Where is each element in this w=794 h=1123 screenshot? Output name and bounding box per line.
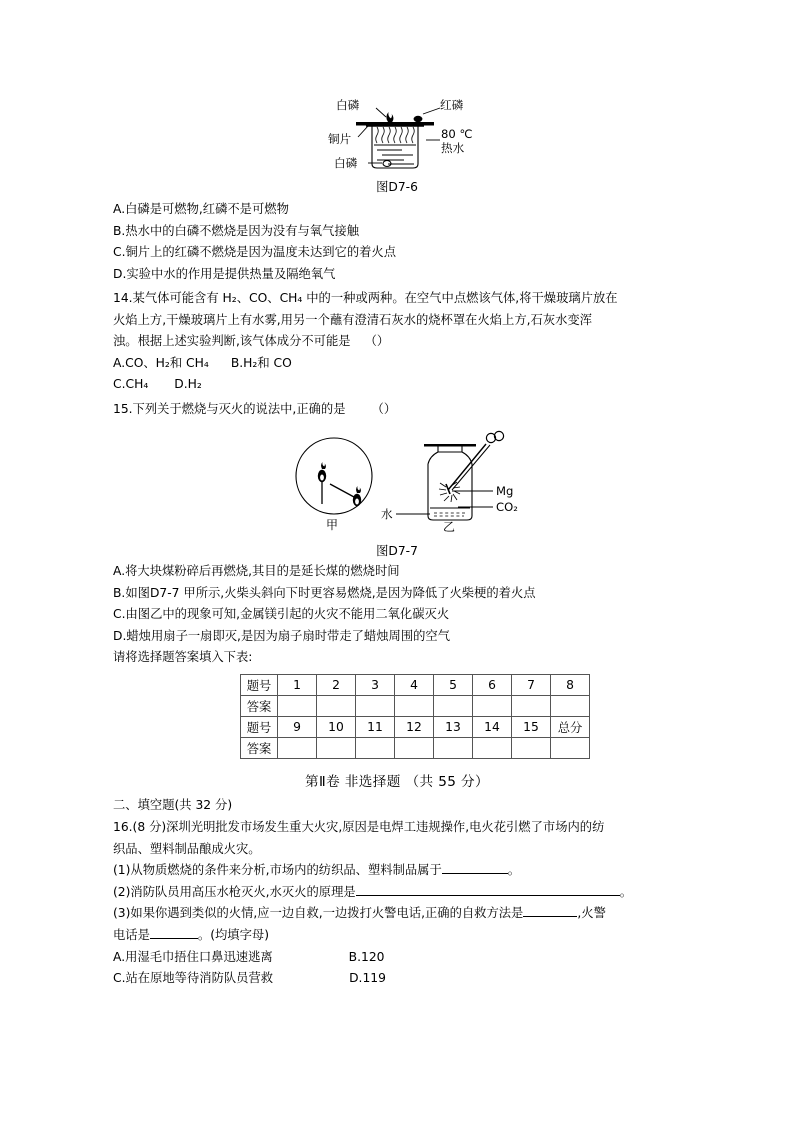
question14-options-row1 — [113, 353, 683, 375]
answer-table-q12: 12 — [395, 717, 434, 738]
answer-table-row-label-3: 题号 — [241, 717, 278, 738]
question16-sub3-line2-pre: 电话是 — [113, 927, 150, 942]
answer-table-q9: 9 — [278, 717, 317, 738]
question15-answer-bracket[interactable]: （） — [371, 402, 397, 416]
figure-d7-6-apparatus — [330, 96, 480, 174]
answer-cell-6[interactable] — [473, 696, 512, 717]
answer-cell-total[interactable] — [551, 738, 590, 759]
question16-sub2-blank[interactable] — [356, 884, 620, 896]
question16-sub1-text: (1)从物质燃烧的条件来分析,市场内的纺织品、塑料制品属于 — [113, 863, 442, 878]
question16 — [113, 817, 683, 990]
answer-table-q10: 10 — [317, 717, 356, 738]
answer-cell-10[interactable] — [317, 738, 356, 759]
question16-sub3-line2 — [113, 925, 683, 947]
question13-option-a: A.白磷是可燃物,红磷不是可燃物 — [113, 202, 289, 216]
answer-table-q8: 8 — [551, 675, 590, 696]
question16-sub2-period: 。 — [619, 884, 632, 899]
answer-cell-1[interactable] — [278, 696, 317, 717]
question15-option-c: C.由图乙中的现象可知,金属镁引起的火灾不能用二氧化碳灭火 — [113, 607, 450, 622]
answer-cell-13[interactable] — [434, 738, 473, 759]
question16-sub3-blank-2[interactable] — [150, 927, 198, 939]
answer-cell-2[interactable] — [317, 696, 356, 717]
answer-table-q5: 5 — [434, 675, 473, 696]
question16-option-c: C.站在原地等待消防队员营救 — [113, 971, 274, 986]
answer-cell-3[interactable] — [356, 696, 395, 717]
question13-options — [113, 199, 683, 285]
question16-sub3-line2-post: 。(均填字母) — [197, 927, 269, 942]
answer-table-q3: 3 — [356, 675, 395, 696]
question14-stem-line1: 14.某气体可能含有 H₂、CO、CH₄ 中的一种或两种。在空气中点燃该气体,将干燥玻璃片放在 — [113, 291, 618, 305]
question15-table-instruction: 请将选择题答案填入下表: — [113, 650, 253, 665]
answer-table-q7: 7 — [512, 675, 551, 696]
question16-stem-line1: 16.(8 分)深圳光明批发市场发生重大火灾,原因是电焊工违规操作,电火花引燃了市场内的纺 — [113, 820, 605, 834]
figure1-label-temperature: 80 ℃ — [441, 127, 473, 141]
answer-table-row-label-4: 答案 — [241, 738, 278, 759]
figure2-label-jia: 甲 — [326, 518, 339, 532]
question14-option-d: D.H₂ — [174, 377, 202, 392]
question13-option-c: C.铜片上的红磷不燃烧是因为温度未达到它的着火点 — [113, 245, 397, 260]
section-2-heading: 第Ⅱ卷 非选择题 （共 55 分） — [304, 774, 489, 790]
question15-stem-row — [113, 399, 683, 421]
question13-option-b: B.热水中的白磷不燃烧是因为没有与氧气接触 — [113, 223, 359, 238]
figure1-caption: 图D7-6 — [376, 180, 418, 194]
answer-cell-12[interactable] — [395, 738, 434, 759]
figure2-caption: 图D7-7 — [376, 544, 418, 558]
answer-table-q2: 2 — [317, 675, 356, 696]
question16-sub2-text: (2)消防队员用高压水枪灭火,水灭火的原理是 — [113, 884, 356, 899]
answer-table[interactable] — [240, 674, 590, 759]
table-row — [241, 675, 590, 696]
answer-table-row-label-1: 题号 — [241, 675, 278, 696]
question14 — [113, 288, 683, 396]
question16-option-d: D.119 — [349, 971, 386, 986]
table-row — [241, 738, 590, 759]
answer-cell-11[interactable] — [356, 738, 395, 759]
question15-option-a: A.将大块煤粉碎后再燃烧,其目的是延长煤的燃烧时间 — [113, 564, 400, 578]
answer-cell-4[interactable] — [395, 696, 434, 717]
section-2-subheading-row — [113, 795, 683, 817]
answer-table-q15: 15 — [512, 717, 551, 738]
answer-cell-7[interactable] — [512, 696, 551, 717]
figure1-label-white-phosphorus-bottom: 白磷 — [334, 156, 358, 170]
question16-stem-line2: 织品、塑料制品酿成火灾。 — [113, 841, 261, 856]
question14-option-b: B.H₂和 CO — [230, 355, 292, 370]
question16-options-row1 — [113, 947, 683, 969]
figure2-label-yi: 乙 — [443, 520, 456, 534]
question16-sub1 — [113, 860, 683, 882]
answer-table-q1: 1 — [278, 675, 317, 696]
answer-table-q14: 14 — [473, 717, 512, 738]
answer-table-q4: 4 — [395, 675, 434, 696]
answer-cell-8[interactable] — [551, 696, 590, 717]
figure-d7-7-apparatus — [280, 428, 525, 538]
question16-sub1-period: 。 — [507, 863, 521, 878]
figure1-label-white-phosphorus-top: 白磷 — [336, 98, 360, 112]
question16-sub1-blank[interactable] — [442, 862, 508, 874]
table-row — [241, 696, 590, 717]
answer-table-q11: 11 — [356, 717, 395, 738]
figure1-label-hot-water: 热水 — [441, 141, 465, 155]
question16-sub3-mid: ,火警 — [577, 906, 606, 921]
answer-table-q6: 6 — [473, 675, 512, 696]
answer-cell-14[interactable] — [473, 738, 512, 759]
answer-cell-5[interactable] — [434, 696, 473, 717]
question14-stem-line3-text: 浊。根据上述实验判断,该气体成分不可能是 — [113, 334, 351, 349]
section-2-subheading: 二、填空题(共 32 分) — [113, 798, 233, 812]
figure1-label-red-phosphorus: 红磷 — [440, 98, 464, 112]
table-row — [241, 717, 590, 738]
question15-stem: 15.下列关于燃烧与灭火的说法中,正确的是 — [113, 402, 346, 416]
answer-cell-15[interactable] — [512, 738, 551, 759]
question16-sub3-blank-1[interactable] — [523, 905, 577, 917]
question16-options-row2 — [113, 968, 683, 990]
question15-options — [113, 561, 683, 669]
figure2-label-carbon-dioxide: CO₂ — [496, 500, 518, 514]
question14-option-a: A.CO、H₂和 CH₄ — [113, 355, 209, 370]
figure1-label-copper-plate: 铜片 — [328, 132, 352, 146]
figure2-label-water: 水 — [381, 507, 393, 521]
answer-table-total: 总分 — [551, 717, 590, 738]
question15-option-d: D.蜡烛用扇子一扇即灭,是因为扇子扇时带走了蜡烛周围的空气 — [113, 628, 451, 643]
question14-stem-line2: 火焰上方,干燥玻璃片上有水雾,用另一个蘸有澄清石灰水的烧杯罩在火焰上方,石灰水变浑 — [113, 312, 593, 327]
answer-table-row-label-2: 答案 — [241, 696, 278, 717]
question16-sub3-text: (3)如果你遇到类似的火情,应一边自救,一边拨打火警电话,正确的自救方法是 — [113, 906, 524, 921]
question14-answer-bracket[interactable]: （） — [364, 334, 390, 349]
question16-sub2 — [113, 882, 683, 904]
question14-options-row2 — [113, 374, 683, 396]
answer-table-q13: 13 — [434, 717, 473, 738]
answer-cell-9[interactable] — [278, 738, 317, 759]
question16-sub3-line1 — [113, 903, 683, 925]
question16-option-a: A.用湿毛巾捂住口鼻迅速逃离 — [113, 949, 273, 964]
question16-option-b: B.120 — [348, 949, 385, 964]
question13-option-d: D.实验中水的作用是提供热量及隔绝氧气 — [113, 266, 336, 281]
figure2-label-magnesium: Mg — [496, 484, 514, 498]
question14-stem-line3 — [113, 331, 683, 353]
question15-option-b: B.如图D7-7 甲所示,火柴头斜向下时更容易燃烧,是因为降低了火柴梗的着火点 — [113, 585, 536, 600]
question14-option-c: C.CH₄ — [113, 377, 149, 392]
